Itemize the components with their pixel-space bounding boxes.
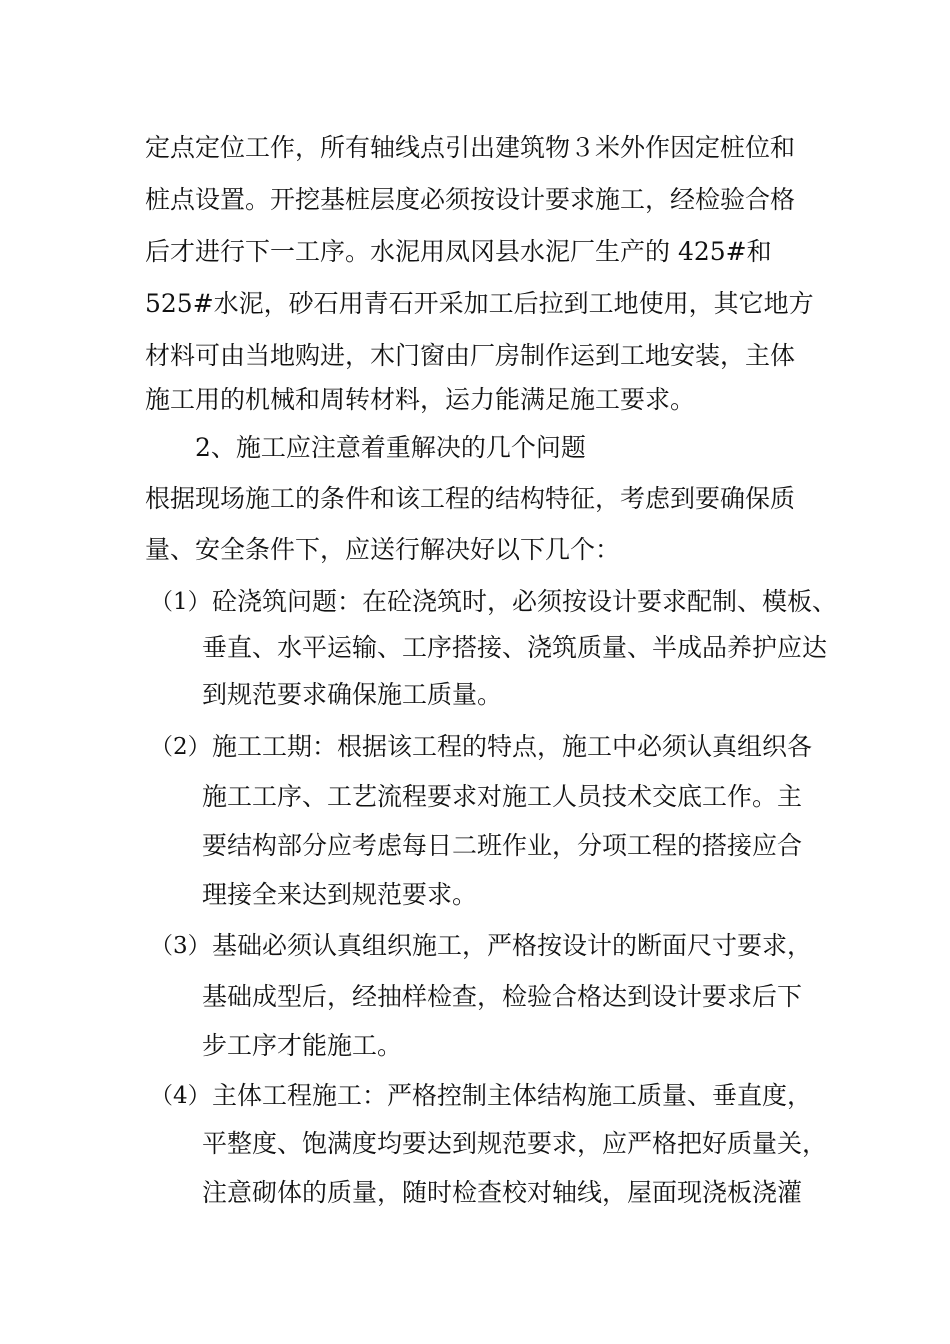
intro-line-2: 桩点设置。开挖基桩层度必须按设计要求施工，经检验合格 [145, 185, 796, 214]
intro-line-6: 施工用的机械和周转材料，运力能满足施工要求。 [145, 385, 696, 414]
section-line-2: 量、安全条件下，应送行解决好以下几个： [145, 535, 621, 564]
item-2-line-3: 要结构部分应考虑每日二班作业，分项工程的搭接应合 [202, 831, 803, 860]
intro-line-3: 后才进行下一工序。水泥用凤冈县水泥厂生产的 425#和 [145, 237, 772, 266]
item-4-line-3: 注意砌体的质量，随时检查校对轴线，屋面现浇板浇灌 [202, 1178, 803, 1207]
item-4-line-1: 主体工程施工：严格控制主体结构施工质量、垂直度， [212, 1081, 813, 1110]
intro-line-1: 定点定位工作，所有轴线点引出建筑物３米外作因定桩位和 [145, 133, 796, 162]
item-3-line-2: 基础成型后，经抽样检查，检验合格达到设计要求后下 [202, 982, 803, 1011]
item-4-number: （4） [150, 1083, 211, 1109]
item-2-number: （2） [150, 734, 211, 760]
item-4-line-2: 平整度、饱满度均要达到规范要求，应严格把好质量关， [202, 1129, 828, 1158]
item-3-number: （3） [150, 933, 211, 959]
item-3-line-1: 基础必须认真组织施工，严格按设计的断面尺寸要求， [212, 931, 813, 960]
item-2-line-4: 理接全来达到规范要求。 [202, 880, 478, 909]
intro-line-4: 525#水泥，砂石用青石开采加工后拉到工地使用，其它地方 [145, 289, 814, 318]
intro-line-5: 材料可由当地购进，木门窗由厂房制作运到工地安装，主体 [145, 341, 796, 370]
section-line-1: 根据现场施工的条件和该工程的结构特征，考虑到要确保质 [145, 484, 796, 513]
item-1-line-1: 砼浇筑问题：在砼浇筑时，必须按设计要求配制、模板、 [212, 587, 838, 616]
item-1-number: （1） [150, 589, 211, 615]
item-3-line-3: 步工序才能施工。 [202, 1031, 403, 1060]
item-2-line-2: 施工工序、工艺流程要求对施工人员技术交底工作。主 [202, 782, 803, 811]
section-heading: 2、施工应注意着重解决的几个问题 [195, 433, 586, 462]
item-1-line-2: 垂直、水平运输、工序搭接、浇筑质量、半成品养护应达 [202, 633, 828, 662]
item-1-line-3: 到规范要求确保施工质量。 [202, 680, 503, 709]
item-2-line-1: 施工工期：根据该工程的特点，施工中必须认真组织各 [212, 732, 813, 761]
